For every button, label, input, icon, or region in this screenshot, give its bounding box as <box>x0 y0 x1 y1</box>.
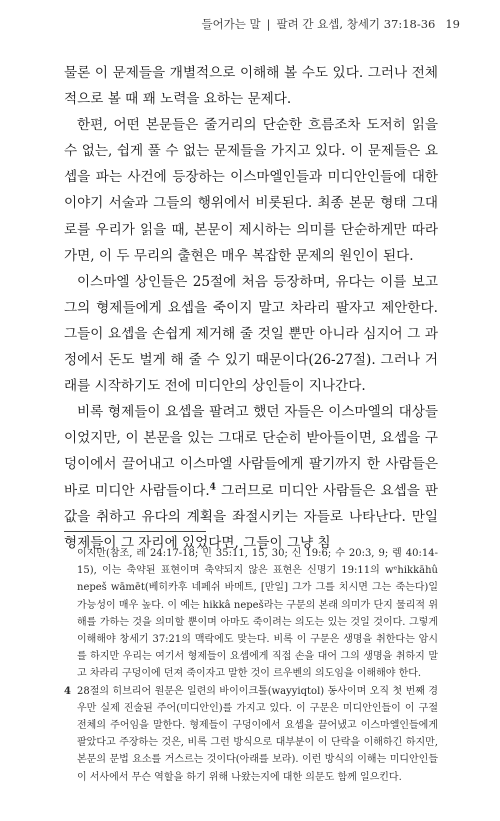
footnote-ref[interactable]: 4 <box>209 481 216 492</box>
footnote-number: 4 <box>64 685 71 697</box>
header-separator: | <box>266 17 271 31</box>
main-text <box>64 60 438 556</box>
paragraph-text-continued: 그러므로 미디안 사람들은 요셉을 판 값을 취하고 유다의 계획을 좌절시키는 자들로 나타난다. 만일 형제들이 그 자리에 있었다면, 그들이 그냥 침 <box>64 482 438 551</box>
paragraph <box>64 399 438 556</box>
header-section: 들어가는 말 <box>201 17 261 31</box>
footnote-continuation: 이지만(참조, 레 24:17-18; 민 35:11, 15, 30; 신 19:6; 수 20:3, 9; 렘 40:14-15), 이는 축약된 표현이며 축약되지 않은 표현은 신명기 19:11의 wᵉhikkāhû nepeš wāmēt(베히카후 네페쉬 바메트, [만일] 그가 그를 치시면 그는 죽는다)일 가능성이 매우 높다. 이 예는 hikkâ nepeš라는 구문의 본래 의미가 단지 물리적 위해를 가하는 것을 의미할 뿐이며 아마도 죽이려는 의도는 있는 것일 것이다. 그렇게 이해해야 창세기 37:21의 맥락에도 맞는다. 비록 이 구문은 생명을 취한다는 암시를 하지만 우리는 여기서 형제들이 요셉에게 직접 손을 대어 그의 생명을 취하지 말고 차라리 구덩이에 던져 죽이자고 말한 것이 르우벤의 의도임을 이해해야 한다. <box>77 548 438 680</box>
paragraph: 물론 이 문제들을 개별적으로 이해해 볼 수도 있다. 그러나 전체적으로 볼 때 꽤 노력을 요하는 문제다. <box>64 65 438 108</box>
footnote-4 <box>64 683 438 786</box>
page-number: 19 <box>445 17 460 31</box>
paragraph-text: 비록 형제들이 요셉을 팔려고 했던 자들은 이스마엘의 대상들이었지만, 이 본문을 있는 그대로 단순히 받아들이면, 요셉을 구덩이에서 끌어내고 이스마엘 사람들에게 팔기까지 한 사람들은 바로 미디안 사람들이다. <box>64 404 438 499</box>
footnotes <box>64 545 438 786</box>
footnote-divider <box>64 531 206 532</box>
footnote-text: 28절의 히브리어 원문은 일련의 바이이크톨(wayyiqtol) 동사이며 오직 첫 번째 경우만 실제 진술된 주어(미디안인)를 가지고 있다. 이 구문은 미디안인들이 이 구절 전체의 주어임을 말한다. 형제들이 구덩이에서 요셉을 끌어냈고 이스마엘인들에게 팔았다고 주장하는 것은, 비록 그런 방식으로 대부분이 이 단락을 이해하긴 하지만, 본문의 문법 요소를 거스르는 것이다(아래를 보라). 이런 방식의 이해는 미디안인들이 서사에서 무슨 역할을 하기 위해 나왔는지에 대한 의문도 함께 일으킨다. <box>77 685 438 783</box>
paragraph: 이스마엘 상인들은 25절에 처음 등장하며, 유다는 이를 보고 그의 형제들에게 요셉을 죽이지 말고 차라리 팔자고 제안한다. 그들이 요셉을 손쉽게 제거해 줄 것일 뿐만 아니라 심지어 그 과정에서 돈도 벌게 해 줄 수 있기 때문이다(26-27절). 그러나 거래를 시작하기도 전에 미디안의 상인들이 지나간다. <box>64 273 438 395</box>
header-chapter: 팔려 간 요셉, 창세기 37:18-36 <box>276 17 436 31</box>
running-header <box>201 16 460 32</box>
paragraph: 한편, 어떤 본문들은 줄거리의 단순한 흐름조차 도저히 읽을 수 없는, 쉽게 풀 수 없는 문제들을 가지고 있다. 이 문제들은 요셉을 파는 사건에 등장하는 이스마엘인들과 미디안인들에 대한 이야기 서술과 그들의 행위에서 비롯된다. 최종 본문 형태 그대로를 우리가 읽을 때, 본문이 제시하는 의미를 단순하게만 따라가면, 이 두 무리의 출현은 매우 복잡한 문제의 원인이 된다. <box>64 117 438 264</box>
